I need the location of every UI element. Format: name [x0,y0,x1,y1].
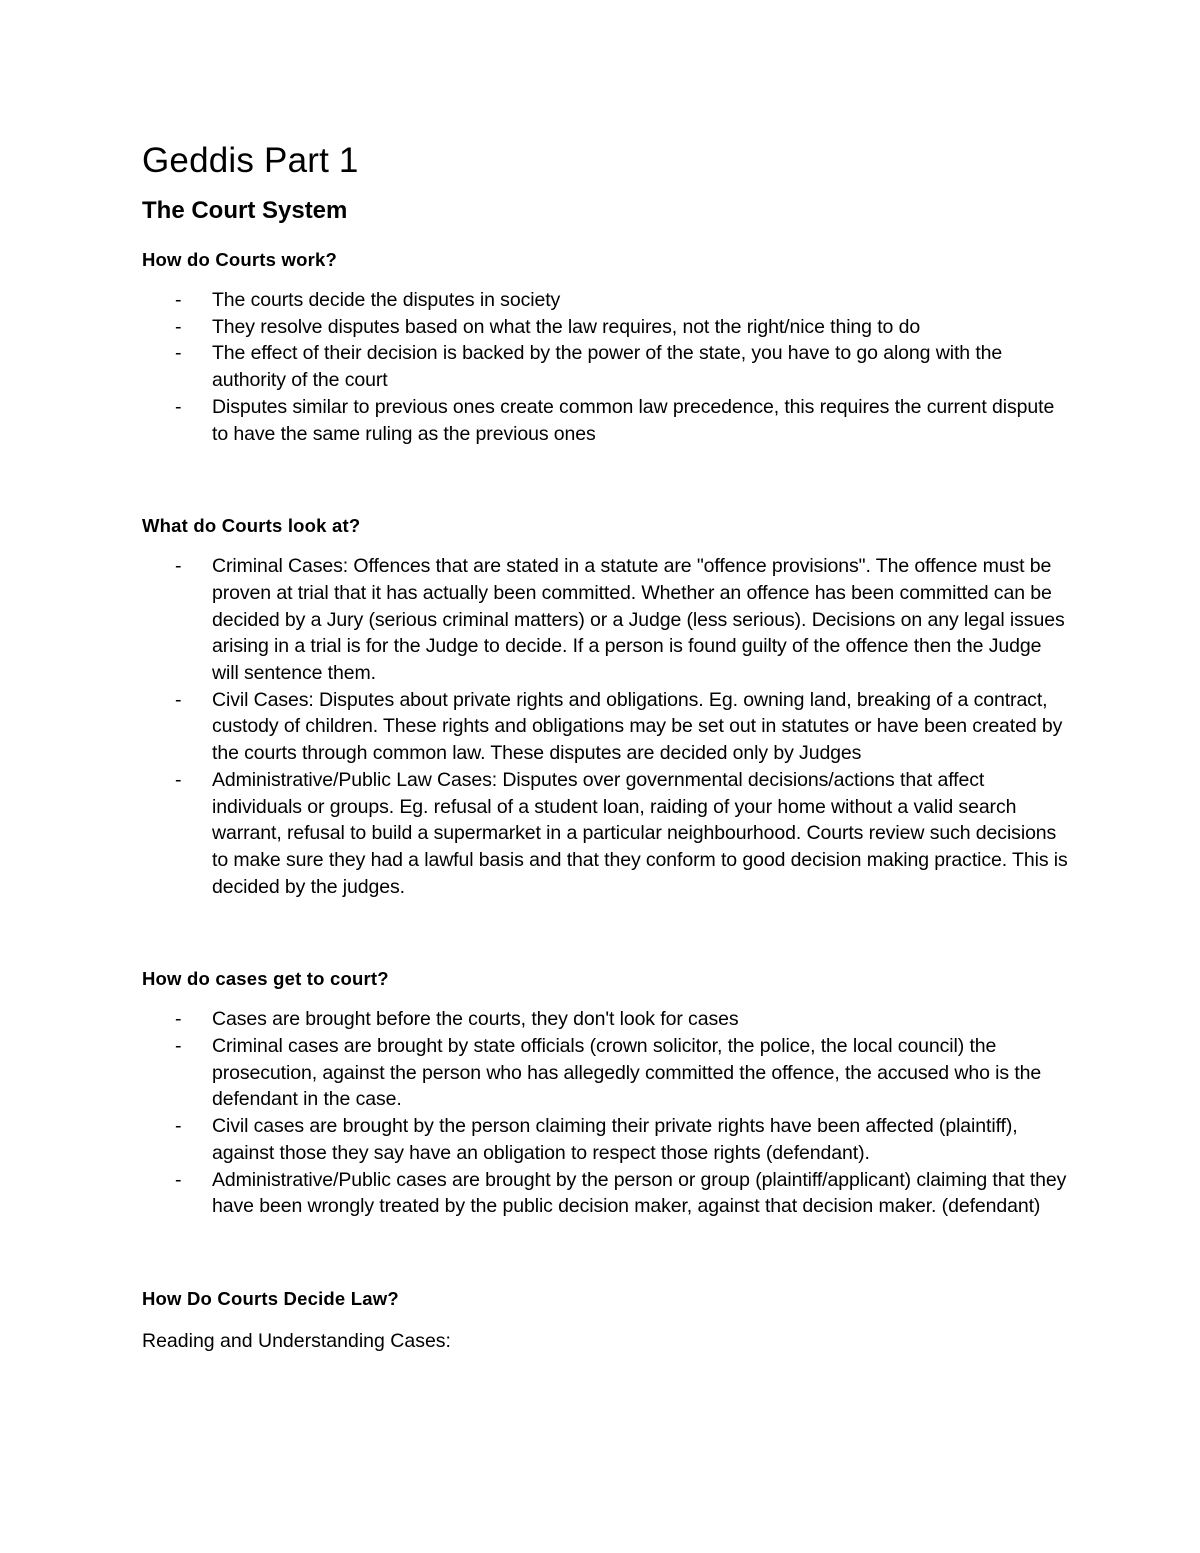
list-item-text: Civil Cases: Disputes about private rights and obligations. Eg. owning land, breaking of a contract, custody of children. These rights and obligations may be set out in statutes or have been created by the courts through common law. These disputes are decided only by Judges [212,688,1063,765]
bullet-dash: - [175,688,182,711]
list-item-text: The effect of their decision is backed by the power of the state, you have to go along with the authority of the court [212,342,1003,392]
list-item [142,767,1072,901]
section-heading-how-courts-work: How do Courts work? [142,249,337,270]
bullet-list-how-courts-work [142,287,1072,447]
list-item [142,314,1072,341]
list-item [142,1033,1072,1113]
section-heading-how-courts-decide-law: How Do Courts Decide Law? [142,1287,399,1309]
list-item [142,687,1072,767]
bullet-dash: - [175,768,182,791]
document-subtitle: The Court System [142,197,348,224]
list-item [142,553,1072,687]
section-heading-what-courts-look-at: What do Courts look at? [142,515,361,537]
list-item [142,394,1072,447]
bullet-dash: - [175,1115,182,1138]
bullet-list-how-cases-get-to-court [142,1006,1072,1220]
bullet-dash: - [175,289,182,311]
list-item-text: Administrative/Public cases are brought by the person or group (plaintiff/applicant) claiming that they have been wrongly treated by the public decision maker, against that decision maker. (defendant) [212,1168,1067,1218]
list-item [142,287,1072,314]
list-item [142,1006,1072,1033]
list-item-text: Criminal Cases: Offences that are stated in a statute are "offence provisions". The offence must be proven at trial that it has actually been committed. Whether an offence has been committed can be decided by a Jury (serious criminal matters) or a Judge (less serious). Decisions on any legal issues arising in a trial is for the Judge to decide. If a person is found guilty of the offence then the Judge will sentence them. [212,555,1065,685]
list-item-text: Civil cases are brought by the person claiming their private rights have been affected (plaintiff), against those they say have an obligation to respect those rights (defendant). [212,1115,1018,1164]
bullet-dash: - [175,395,182,418]
list-item [142,1167,1072,1220]
list-item-text: They resolve disputes based on what the law requires, not the right/nice thing to do [212,315,921,338]
document-title: Geddis Part 1 [142,141,359,180]
list-item-text: Administrative/Public Law Cases: Disputes over governmental decisions/actions that affect individuals or groups. Eg. refusal of a student loan, raiding of your home without a valid search warrant, refusal to build a supermarket in a particular neighbourhood. Courts review such decisions to make sure they had a lawful basis and that they conform to good decision making practice. This is decided by the judges. [212,768,1068,898]
list-item-text: Disputes similar to previous ones create common law precedence, this requires the current dispute to have the same ruling as the previous ones [212,395,1055,445]
bullet-dash: - [175,1035,182,1058]
bullet-dash: - [175,555,182,578]
section-heading-how-cases-get-to-court: How do cases get to court? [142,968,389,990]
section-text-reading-cases: Reading and Understanding Cases: [142,1329,451,1352]
list-item [142,340,1072,393]
bullet-dash: - [175,1008,182,1031]
list-item [142,1113,1072,1166]
bullet-dash: - [175,1168,182,1191]
list-item-text: Criminal cases are brought by state officials (crown solicitor, the police, the local council) the prosecution, against the person who has allegedly committed the offence, the accused who is the defendant in the case. [212,1035,1042,1111]
list-item-text: The courts decide the disputes in society [212,289,561,311]
bullet-dash: - [175,315,182,338]
bullet-dash: - [175,342,182,365]
document-body [142,140,1072,1354]
list-item-text: Cases are brought before the courts, they don't look for cases [212,1008,739,1031]
bullet-list-what-courts-look-at [142,553,1072,900]
